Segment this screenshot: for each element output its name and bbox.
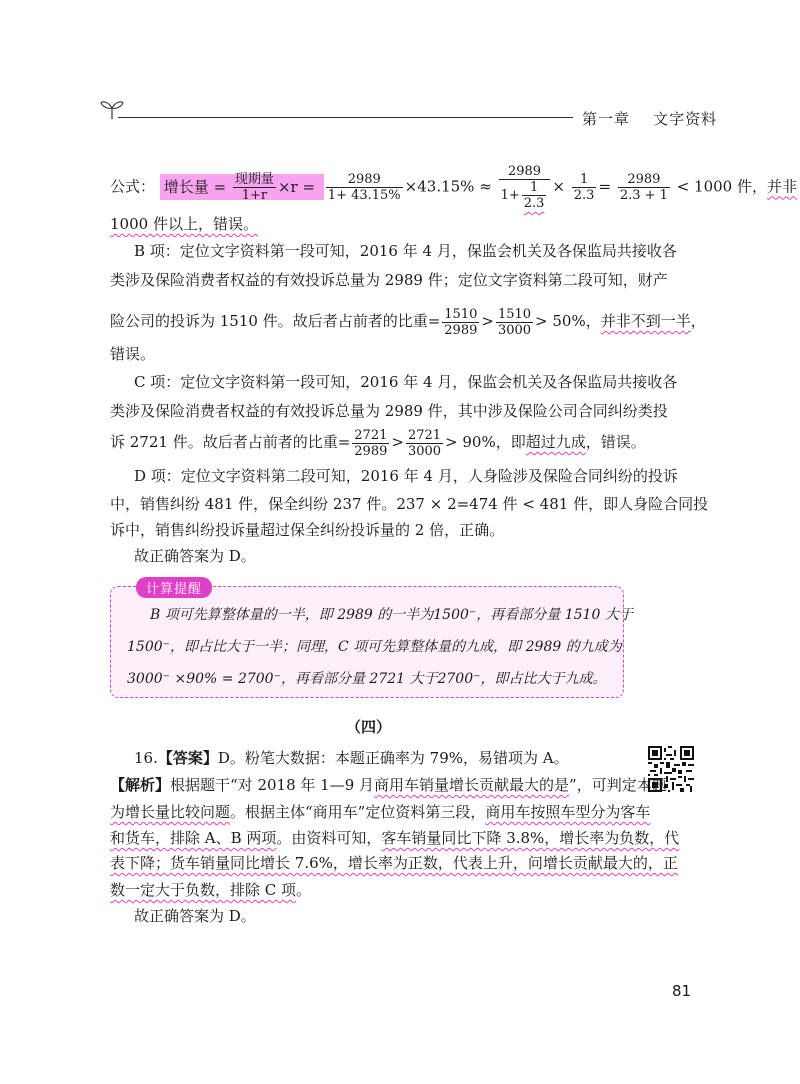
fraction-2721-3000 [406,428,443,459]
fraction-2721-2989 [352,428,389,459]
frac-num: 2721 [354,427,388,443]
para-b-line2: 类涉及保险消费者权益的有效投诉总量为 2989 件；定位文字资料第二段可知，财产 [110,271,668,289]
para-b-wavy: 并非不到一半 [600,312,691,330]
fraction-1-over-23 [572,172,597,203]
frac-num: 现期量 [234,172,274,187]
formula-times: × [552,177,565,196]
gt-sign: > [481,312,494,330]
frac-den: 3000 [407,443,442,459]
para-d-line1: D 项：定位文字资料第二段可知，2016 年 4 月，人身险涉及保险合同纠纷的投诉 [134,467,678,485]
fraction-1510-2989 [442,307,479,338]
para-c-post: > 90%，即 [445,433,526,451]
q16-analysis-line4 [110,853,678,873]
analysis-wavy: 和货车，排除 A、B 两项 [110,829,277,847]
formula-conclusion [110,214,258,234]
answer-text: D。粉笔大数据：本题正确率为 79%，易错项为 A。 [217,749,569,767]
formula-label: 公式： [110,177,156,196]
analysis-text: 。根据主体“商用车”定位资料第三段， [230,803,486,821]
q16-answer-line [134,748,569,768]
formula-lhs: 增长量 = [163,177,227,196]
frac-den: 2989 [354,443,388,459]
frac-den: 1+r [241,188,268,203]
analysis-wavy: 表下降；货车销量同比增长 7.6%，增长率为正数，代表上升，问增长贡献最大的，正 [110,854,678,872]
para-b-end: ， [690,312,706,330]
answer-tag: 【答案】 [157,749,218,767]
formula-times-r: ×r = [277,177,316,196]
q16-analysis-line3 [110,828,679,848]
para-c-text: 诉 2721 件。故后者占前者的比重= [110,433,351,451]
q16-analysis-line2 [110,802,650,822]
analysis-text: 根据题干“对 2018 年 1—9 月 [170,776,375,794]
formula-highlight [160,172,324,203]
page-number: 81 [672,982,692,1000]
frac-num: 1 [572,172,597,188]
analysis-wavy: 商用车按照车型分为客车 [485,803,651,821]
para-d-line3: 诉中，销售纠纷投诉量超过保全纠纷投诉量的 2 倍，正确。 [110,521,505,539]
formula-conclusion-text: 1000 件以上，错误。 [110,215,258,233]
frac-num: 2989 [618,172,670,188]
para-b-post: > 50%， [535,312,601,330]
frac-den [499,180,551,211]
fraction-2989-over-14315 [326,172,403,203]
para-b-line4: 错误。 [110,345,156,363]
para-b-line1: B 项：定位文字资料第一段可知，2016 年 4 月，保监会机关及各保监局共接收各 [134,242,677,260]
frac-den: 1+ 43.15% [327,188,401,203]
tip-line1: B 项可先算整体量的一半，即 2989 的一半为1500⁻，再看部分量 1510 大于 [150,607,633,623]
chapter-title: 文字资料 [653,110,718,128]
header-rule [118,117,573,118]
tip-line3: 3000⁻ ×90% = 2700⁻，再看部分量 2721 大于2700⁻，即占比大于九成。 [127,671,607,687]
fraction-2989-nested [499,164,551,211]
frac-num: 1510 [497,306,532,322]
gt-sign: > [391,433,404,451]
analysis-text: 。由资料可知， [276,829,382,847]
frac-num: 1 [522,180,547,196]
para-d-line2: 中，销售纠纷 481 件，保全纠纷 237 件。237 × 2=474 件 < 481 件，即人身险合同投 [110,495,709,513]
analysis-text: ”，可判定本题 [569,776,667,794]
section-title: （四） [346,718,392,736]
analysis-wavy: 为增长量比较问题 [110,803,231,821]
q16-analysis-line5 [110,880,311,900]
running-header [582,108,717,129]
analysis-tag: 【解析】 [110,776,171,794]
conclusion-1: 故正确答案为 D。 [134,547,256,565]
tip-label: 计算提醒 [136,577,212,598]
frac-den: 3000 [497,322,532,338]
frac-den: 2989 [444,322,478,338]
question-number: 16. [134,749,158,767]
frac-den: 2.3 [523,196,545,211]
para-c-wavy: 超过九成 [525,433,586,451]
analysis-wavy: 商用车销量增长贡献最大的是 [374,776,570,794]
formula-eq: = [598,177,612,196]
nested-fraction [522,180,547,211]
fraction-1510-3000 [496,307,533,338]
q16-analysis-line1 [110,775,667,795]
formula-tail: < 1000 件， [676,177,767,196]
tip-line2: 1500⁻，即占比大于一半；同理，C 项可先算整体量的九成，即 2989 的九成为 [127,639,622,655]
frac-den-prefix: 1+ [500,188,520,203]
frac-num: 2989 [499,164,551,180]
formula-mult: ×43.15% ≈ [404,177,492,196]
frac-num: 1510 [444,306,478,322]
frac-num: 2989 [326,172,403,188]
formula-tail-wavy: 并非 [767,177,798,196]
analysis-wavy: 客车销量同比下降 3.8%，增长率为负数，代 [381,829,680,847]
analysis-wavy: 数一定大于负数，排除 C 项 [110,881,297,899]
para-c-line1: C 项：定位文字资料第一段可知，2016 年 4 月，保监会机关及各保监局共接收各 [134,373,678,391]
analysis-text: 。 [296,881,312,899]
para-c-line3 [110,424,646,460]
formula-line [110,164,797,211]
frac-den: 2.3 + 1 [619,188,668,203]
chapter-label: 第一章 [582,110,631,128]
para-b-text: 险公司的投诉为 1510 件。故后者占前者的比重= [110,312,441,330]
para-c-end: ，错误。 [585,433,646,451]
frac-num: 2721 [407,427,442,443]
para-c-line2: 类涉及保险消费者权益的有效投诉总量为 2989 件，其中涉及保险公司合同纠纷类投 [110,402,668,420]
conclusion-2: 故正确答案为 D。 [134,907,256,925]
para-b-line3 [110,303,706,339]
fraction-current-over-growth [233,172,276,203]
frac-den: 2.3 [573,188,595,203]
fraction-2989-over-33 [618,172,670,203]
